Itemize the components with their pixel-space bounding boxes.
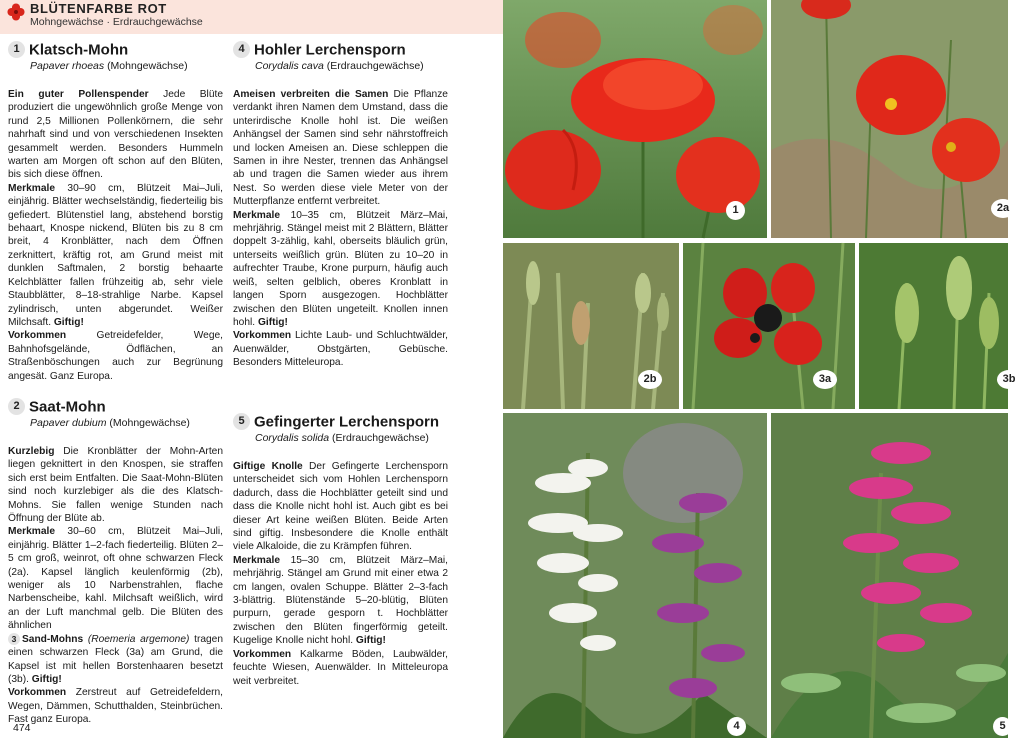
photo-label: 2b [638,370,662,389]
section-title: BLÜTENFARBE ROT [30,1,167,16]
photo-label: 1 [726,201,745,220]
species-latin: Corydalis cava (Erdrauchgewächse) [255,60,424,72]
red-flower-icon [7,3,25,21]
species-latin: Papaver dubium (Mohngewächse) [30,417,190,429]
photo-klatsch-mohn [503,0,767,238]
photo-label: 4 [727,717,746,736]
entry-number: 1 [8,41,25,58]
entry-number: 2 [8,398,25,415]
photo-label: 2a [991,199,1015,218]
entry-number: 3 [8,633,20,645]
photo-label: 3b [997,370,1021,389]
page-number: 474 [13,722,31,734]
species-entry [233,413,448,688]
text-page [0,0,503,738]
species-description: Ameisen verbreiten die Samen Die Pflanze verdankt ihren Namen dem Umstand, dass die unterirdische Knolle hohl ist. Die weißen Anhängsel der Samen sind sehr nährstoffreich und locken Ameisen an. Diese schleppen die Samen in ihre Nester, trennen das Anhängsel ab und tragen die Samen wieder aus ihrem Nest. So werden diese viele Meter von der Mutterpflanze entfernt verbreitet. Merkmale 10–35 cm, Blützeit März–Mai, mehrjährig. Stängel meist mit 2 Blättern, Blätter doppelt 3-zählig, kahl, oberseits bläulich grün, unterseits weißlich grün. Blüten zu 10–20 in aufrechter Traube, Krone purpurn, häufig auch weiß, selten gelblich, oberes Kronblatt in langen Sporn ausgezogen. Hochblätter zwischen den Blüten ungeteilt. Knollen innen hohl. Giftig! Vorkommen Lichte Laub- und Schluchtwälder, Auenwälder, Obstgärten, Gebüsche. Besonders Mitteleuropa. [233,89,448,369]
species-entry [8,398,223,727]
species-latin: Papaver rhoeas (Mohngewächse) [30,60,188,72]
species-name: Gefingerter Lerchensporn [254,413,440,431]
photo-sand-mohn-3b [859,243,1016,409]
entry-number: 5 [233,413,250,430]
species-description: Giftige Knolle Der Gefingerte Lerchensporn unterscheidet sich vom Hohlen Lerchensporn dadurch, dass die Hochblätter geteilt sind und dass die Knolle nicht hohl ist. Auch gibt es bei dieser Art keine weißen Blüten. Beide Arten sind giftig. Insbesondere die Knolle enthält viele Alkaloide, die zu Krämpfen führen. Merkmale 15–30 cm, Blützeit März–Mai, mehrjährig. Stängel am Grund mit einer etwa 2 cm langen, ovalen Schuppe. Blätter 2–3-fach 3-blättrig. Blütenstände 5–20-blütig, Blüten purpurn, gerade gesporn t. Hochblätter zwischen den Blüten fingerförmig geteilt. Kugelige Knolle nicht hohl. Giftig! Vorkommen Kalkarme Böden, Laubwälder, feuchte Wiesen, Auenwälder. In Mitteleuropa weit verbreitet. [233,461,448,687]
photo-hohler-lerchensporn [503,413,767,738]
section-header [0,0,503,34]
photo-gefingerter-lerchensporn [771,413,1008,738]
photo-saat-mohn-2a [771,0,1008,238]
species-name: Klatsch-Mohn [29,41,129,59]
photo-label: 5 [993,717,1012,736]
photo-label: 3a [813,370,837,389]
photo-page [503,0,1016,738]
species-entry [8,41,223,383]
species-entry [233,41,448,370]
entry-number: 4 [233,41,250,58]
species-description: Ein guter Pollenspender Jede Blüte produziert die ungewöhnlich große Menge von rund 2,5 Millionen Pollenkörnern, die sehr nahrhaft sind und von verschiedenen Insekten gesammelt werden. Besonders Hummeln warten am Morgen oft schon auf den Blüten, bis sich diese öffnen. Merkmale 30–90 cm, Blützeit Mai–Juli, einjährig. Blätter wechselständig, fiederteilig bis gefiedert. Blütenstiel lang, abstehend borstig behaart, Knospe nickend, Blüten bis zu 8 cm breit, 4 Kronblätter, nach dem Öffnen zerknittert, kräftig rot, am Grund meist mit dunklen Saftmalen, 2 borstig behaarte Kelchblätter fallen frühzeitig ab, sehr viele Staubblätter, 8–18-strahlige Narbe. Kapsel zylindrisch, unten abgerundet. Weißer Milchsaft. Giftig! Vorkommen Getreidefelder, Wege, Bahnhofsgelände, Ödflächen, an Straßenböschungen auch zur Begrünung angesät. Ganz Europa. [8,89,223,382]
species-latin: Corydalis solida (Erdrauchgewächse) [255,432,429,444]
section-subtitle: Mohngewächse · Erdrauchgewächse [30,16,203,28]
photo-sand-mohn-3a [683,243,855,409]
photo-saat-mohn-2b [503,243,679,409]
species-name: Hohler Lerchensporn [254,41,406,59]
species-description: Kurzlebig Die Kronblätter der Mohn-Arten liegen geknittert in den Knospen, sie straffen sich erst beim Entfalten. Die Saat-Mohn-Blüten sind noch kurzlebiger als die des Klatsch-Mohns. Sie fallen wenige Stunden nach Öffnung der Blüte ab. Merkmale 30–60 cm, Blützeit Mai–Juli, einjährig. Blätter 1–2-fach fiederteilig. Blüten 2–5 cm groß, weinrot, oft ohne schwarzen Fleck (2a). Kapsel länglich keulenförmig (2b), weniger als 10 Narbenstrahlen, flache Narbenscheibe, kahl. Milchsaft weißlich, wird an der Luft manchmal gelb. Die Blüten des ähnlichen 3 Sand-Mohns (Roemeria argemone) tragen einen schwarzen Fleck (3a) am Grund, die Kapsel ist mit hellen Borstenhaaren besetzt (3b). Giftig! Vorkommen Zerstreut auf Getreidefeldern, Wegen, Dämmen, Schutthalden, Steinbrüchen. Fast ganz Europa. [8,446,223,726]
species-name: Saat-Mohn [29,398,106,416]
